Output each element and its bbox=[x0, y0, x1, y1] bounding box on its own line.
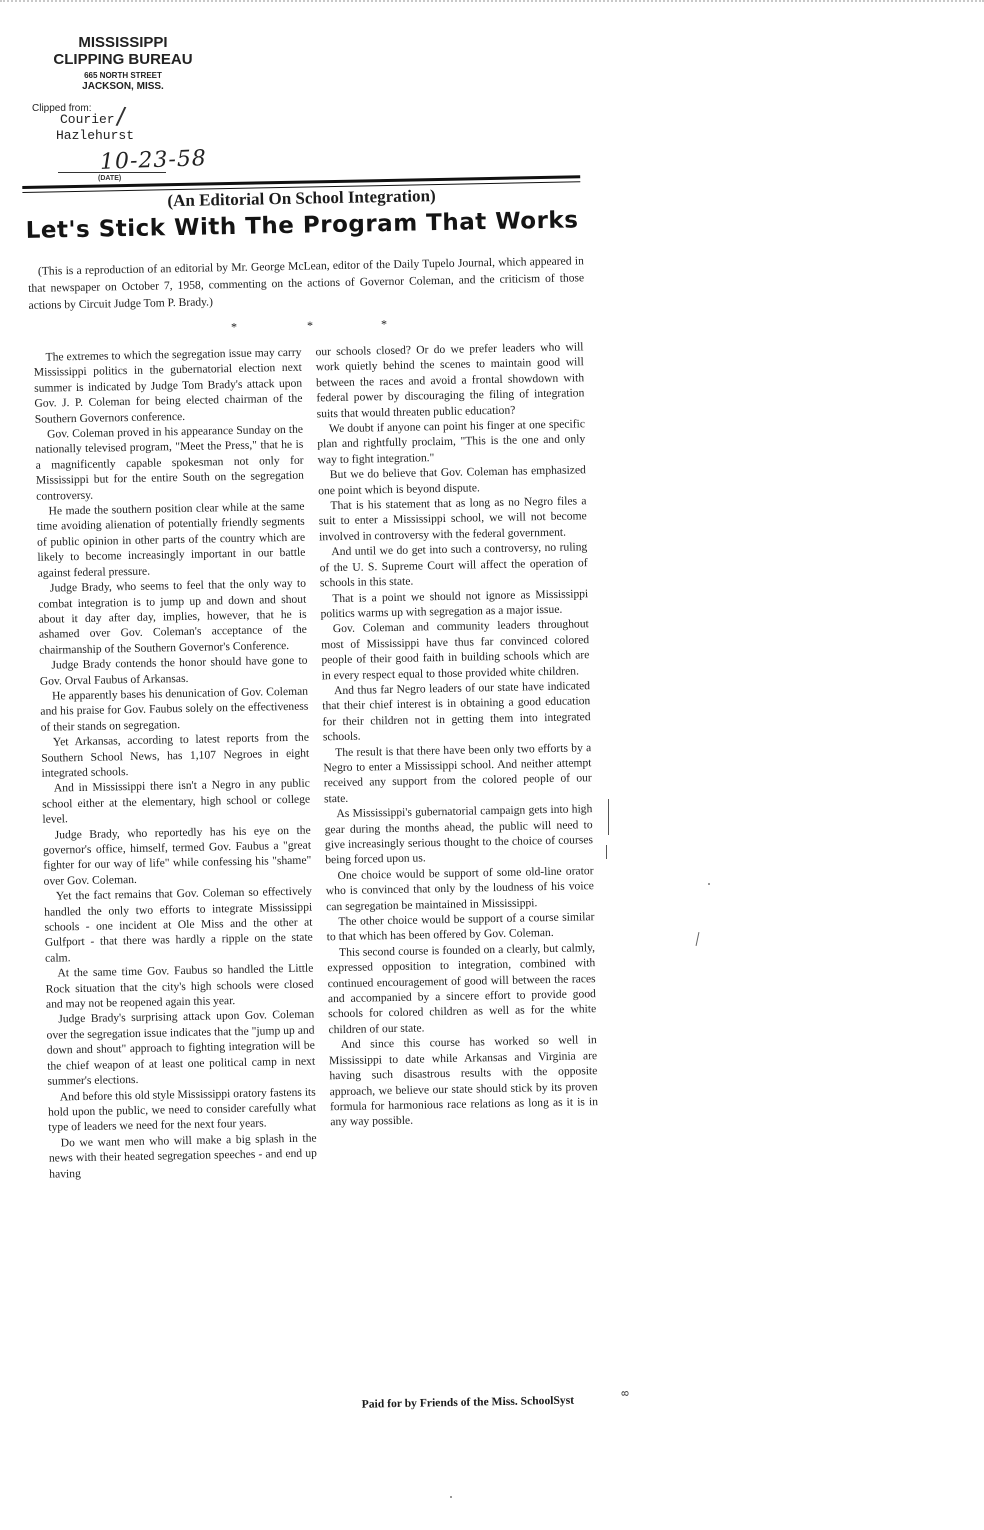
page-mark: 8 bbox=[620, 1390, 632, 1397]
paragraph: He made the southern position clear while at the same time avoiding alienation of potentially friendly segments of public opinion in other parts of the country which are likely to become increasingly important in our battle against federal pressure. bbox=[36, 499, 306, 580]
bureau-line2: CLIPPING BUREAU bbox=[53, 51, 193, 68]
separator-star: * bbox=[306, 318, 314, 333]
clipped-source bbox=[56, 112, 135, 144]
article-kicker: (An Editorial On School Integration) bbox=[167, 186, 436, 211]
paragraph: At the same time Gov. Faubus so handled the Little Rock situation that the city's high schools were closed and may not be reopened again this year. bbox=[45, 961, 314, 1011]
hand-mark-slash: / bbox=[115, 101, 128, 131]
margin-mark bbox=[608, 799, 609, 835]
paragraph: That is his statement that as long as no Negro files a suit to enter a Mississippi school, we will not become involved in controversy with the federal government. bbox=[318, 494, 587, 544]
paragraph: This second course is founded on a clearly, but calmly, expressed opposition to integration, combined with continued encouragement of good will between the races and accompanied by a sincere effort to provide good schools for colored children as well as for the white children of our state. bbox=[327, 940, 597, 1037]
paragraph: Gov. Coleman and community leaders throughout most of Mississippi have thus far convinced colored people of their good faith in building schools which are in every respect equal to those provided white children. bbox=[321, 617, 590, 682]
paragraph: But we do believe that Gov. Coleman has emphasized one point which is beyond dispute. bbox=[318, 463, 586, 498]
bureau-city: JACKSON, MISS. bbox=[82, 81, 164, 92]
paragraph: The other choice would be support of a course similar to that which has been offered by Gov. Coleman. bbox=[326, 910, 595, 944]
article-headline: Let's Stick With The Program That Works bbox=[25, 207, 579, 244]
paragraph: The extremes to which the segregation issue may carry Mississippi politics in the gubernatorial election next summer is indicated by Judge Tom Brady's attack upon Gov. J. P. Coleman for being elected chairman of the Southern Governors conference. bbox=[33, 345, 303, 426]
paragraph: And thus far Negro leaders of our state have indicated that their chief interest is in obtaining a good education for their children not in getting them into integrated schools. bbox=[322, 679, 591, 744]
source-line2: Hazlehurst bbox=[56, 128, 135, 143]
handwritten-date: 10-23-58 bbox=[99, 146, 208, 175]
paragraph: Judge Brady, who reportedly has his eye on the governor's office, himself, termed Gov. Faubus a "great fighter for our way of life" while confessing his "shame" over Gov. Coleman. bbox=[42, 823, 312, 888]
bureau-line1: MISSISSIPPI bbox=[78, 34, 168, 51]
paragraph: Judge Brady, who seems to feel that the only way to combat integration is to jump up and down and shout about it day after day, implies, however, that he is ashamed over Gov. Coleman's acceptance of the chairmanship of the Southern Governor's Conference. bbox=[38, 576, 307, 657]
clipped-from-label: Clipped from: bbox=[32, 103, 92, 114]
stray-mark bbox=[696, 932, 700, 946]
article-intro: (This is a reproduction of an editorial by Mr. George McLean, editor of the Daily Tupelo Journal, which appeared in that newspaper on October 7, 1958, commenting on the actions of Governor Coleman, and the criticism of those actions by Circuit Judge Tom P. Brady.) bbox=[28, 254, 585, 312]
clipping-bureau-stamp bbox=[38, 34, 208, 93]
editorial-article bbox=[22, 160, 646, 1431]
separator-star: * bbox=[230, 319, 238, 335]
paragraph: That is a point we should not ignore as Mississippi politics warms up with segregation as a major issue. bbox=[320, 586, 589, 621]
scan-speck bbox=[708, 883, 710, 885]
paragraph: He apparently bases his denunication of Gov. Coleman and his praise for Gov. Faubus solely on the effectiveness of their stands on segregation. bbox=[40, 684, 309, 734]
paragraph: our schools closed? Or do we prefer leaders who will work quietly behind the scenes to maintain good will between the races and avoid a frontal showdown with federal power by discouraging the filing of integration suits that would threaten public education? bbox=[315, 340, 585, 421]
paragraph: And before this old style Mississippi oratory fastens its hold upon the public, we need to consider carefully what type of leaders we need for the next four years. bbox=[47, 1085, 317, 1134]
scan-edge-dotted-line bbox=[0, 0, 984, 8]
paragraph: We doubt if anyone can point his finger at one specific plan and rightfully proclaim, "This is the one and only way to fight integration." bbox=[317, 417, 586, 467]
paragraph: As Mississippi's gubernatorial campaign gets into high gear during the months ahead, the public will need to give increasingly serious thought to the choice of courses being forced upon us. bbox=[324, 802, 594, 867]
article-column-1 bbox=[33, 345, 317, 1182]
paragraph: And in Mississippi there isn't a Negro in any public school either at the elementary, high school or college level. bbox=[42, 776, 311, 826]
paragraph: And until we do get into such a controversy, no ruling of the U. S. Supreme Court will affect the operation of schools in this state. bbox=[319, 540, 588, 590]
paragraph: Judge Brady's surprising attack upon Gov. Coleman over the segregation issue indicates that the "jump up and down and shout" approach to fighting integration will be the chief weapon of at least one political camp in next summer's elections. bbox=[46, 1008, 316, 1088]
bureau-address: 665 NORTH STREET bbox=[84, 71, 162, 80]
date-label: (DATE) bbox=[98, 175, 122, 182]
source-line1: Courier bbox=[60, 112, 115, 127]
separator-star: * bbox=[380, 317, 388, 332]
article-column-2 bbox=[315, 339, 598, 1130]
margin-mark bbox=[606, 845, 607, 859]
paragraph: One choice would be support of some old-line orator who is convinced that only by the loudness of his voice can segregation be maintained in Mississippi. bbox=[325, 863, 594, 913]
paragraph: Do we want men who will make a big splash in the news with their heated segregation speeches - and end up having bbox=[48, 1131, 318, 1181]
paragraph: Judge Brady contends the honor should have gone to Gov. Orval Faubus of Arkansas. bbox=[39, 653, 308, 688]
paragraph: Gov. Coleman proved in his appearance Sunday on the nationally televised program, "Meet the Press," that he is a magnificently capable spokesman not only for Mississippi but for the entire South on the segregation controversy. bbox=[35, 422, 305, 503]
paragraph: The result is that there have been only two efforts by a Negro to enter a Mississippi school. And neither attempt received any support from the colored people of our state. bbox=[323, 740, 592, 806]
paragraph: And since this course has worked so well in Mississippi to date while Arkansas and Virginia are having such disastrous results with the opposite approach, we believe our state should stick by its proven formula for harmonious race relations as long as it is in any way possible. bbox=[328, 1033, 599, 1129]
paragraph: Yet Arkansas, according to latest reports from the Southern School News, has 1,107 Negroes in eight integrated schools. bbox=[41, 730, 310, 780]
scan-speck bbox=[450, 1496, 452, 1498]
paid-for-notice: Paid for by Friends of the Miss. SchoolSyst bbox=[361, 1393, 575, 1411]
paragraph: Yet the fact remains that Gov. Coleman so effectively handled the only two efforts to integrate Mississippi schools - one incident at Ole Miss and the other at Gulfport - that there was hardly a ripple on the state calm. bbox=[44, 884, 313, 965]
